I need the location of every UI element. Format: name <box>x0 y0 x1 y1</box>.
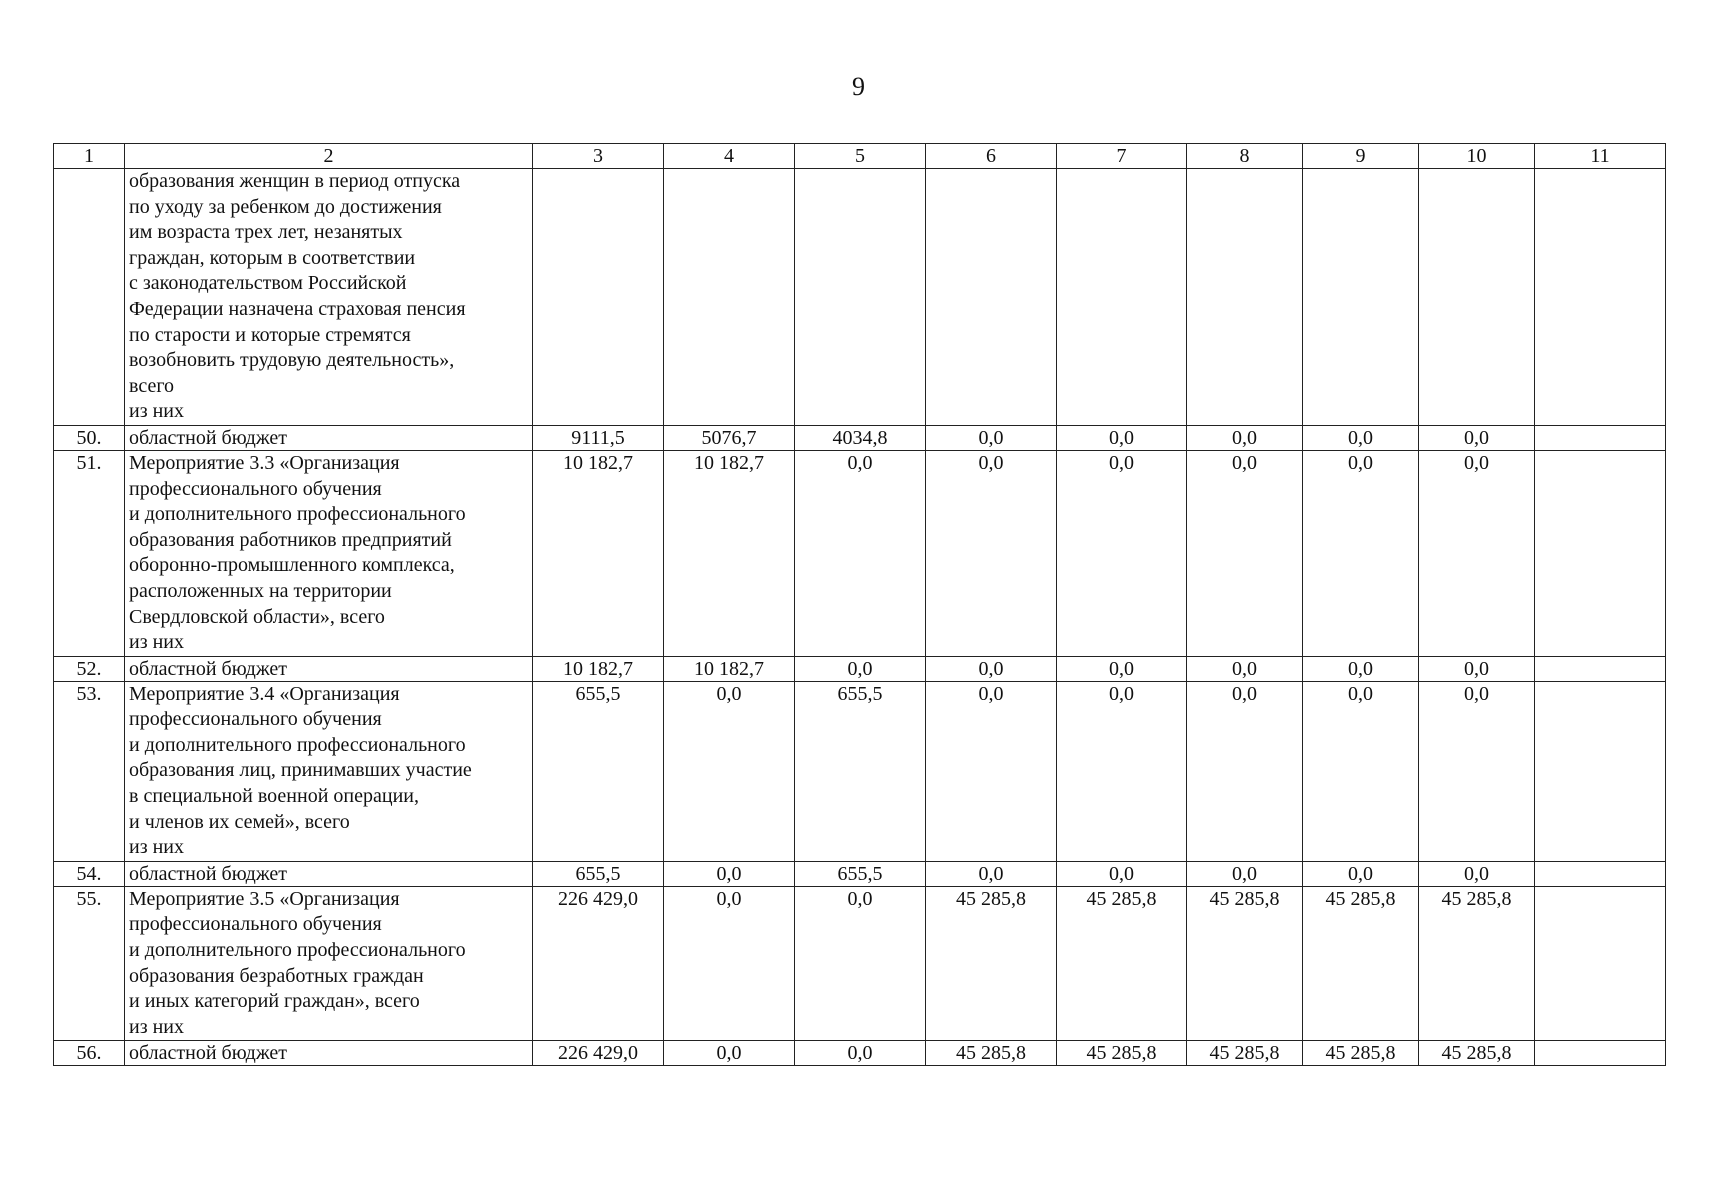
value-cell <box>1535 169 1666 426</box>
row-number: 50. <box>54 425 125 450</box>
column-number-row <box>54 144 1666 169</box>
value-cell: 0,0 <box>1419 656 1535 681</box>
value-cell <box>1535 425 1666 450</box>
value-cell: 655,5 <box>795 861 926 886</box>
value-cell: 45 285,8 <box>1303 1041 1419 1066</box>
value-cell: 0,0 <box>1057 681 1187 861</box>
value-cell <box>1535 450 1666 656</box>
value-cell: 45 285,8 <box>1187 1041 1303 1066</box>
column-header: 8 <box>1187 144 1303 169</box>
row-description: областной бюджет <box>125 861 533 886</box>
value-cell: 0,0 <box>1419 450 1535 656</box>
value-cell <box>664 169 795 426</box>
value-cell: 45 285,8 <box>1057 1041 1187 1066</box>
value-cell: 0,0 <box>664 681 795 861</box>
column-header: 1 <box>54 144 125 169</box>
value-cell: 0,0 <box>1419 861 1535 886</box>
column-header: 10 <box>1419 144 1535 169</box>
value-cell: 10 182,7 <box>664 656 795 681</box>
value-cell: 10 182,7 <box>533 450 664 656</box>
value-cell: 0,0 <box>926 425 1057 450</box>
row-description: Мероприятие 3.3 «Организация профессионального обучения и дополнительного профессионального образования работников предприятий оборонно-промышленного комплекса, расположенных на территории Свердловской области», всего из них <box>125 450 533 656</box>
value-cell: 0,0 <box>1303 681 1419 861</box>
row-number: 55. <box>54 886 125 1041</box>
table-row <box>54 861 1666 886</box>
value-cell: 10 182,7 <box>664 450 795 656</box>
row-number: 54. <box>54 861 125 886</box>
value-cell <box>1535 861 1666 886</box>
row-description: областной бюджет <box>125 1041 533 1066</box>
value-cell: 655,5 <box>533 681 664 861</box>
value-cell: 0,0 <box>1057 861 1187 886</box>
value-cell: 45 285,8 <box>926 1041 1057 1066</box>
value-cell <box>1419 169 1535 426</box>
value-cell: 0,0 <box>795 1041 926 1066</box>
table-row <box>54 656 1666 681</box>
value-cell: 0,0 <box>926 861 1057 886</box>
row-description: областной бюджет <box>125 656 533 681</box>
value-cell: 45 285,8 <box>1057 886 1187 1041</box>
column-header: 2 <box>125 144 533 169</box>
value-cell: 655,5 <box>533 861 664 886</box>
value-cell: 0,0 <box>664 886 795 1041</box>
value-cell <box>1535 886 1666 1041</box>
value-cell: 0,0 <box>1303 425 1419 450</box>
value-cell: 0,0 <box>1057 450 1187 656</box>
value-cell <box>1057 169 1187 426</box>
row-number: 52. <box>54 656 125 681</box>
column-header: 9 <box>1303 144 1419 169</box>
value-cell <box>1187 169 1303 426</box>
value-cell: 0,0 <box>926 656 1057 681</box>
row-description: областной бюджет <box>125 425 533 450</box>
value-cell: 0,0 <box>1187 450 1303 656</box>
page-number: 9 <box>852 72 865 101</box>
value-cell: 0,0 <box>1187 681 1303 861</box>
value-cell <box>1303 169 1419 426</box>
value-cell: 0,0 <box>664 861 795 886</box>
value-cell: 0,0 <box>1187 861 1303 886</box>
value-cell <box>533 169 664 426</box>
value-cell: 0,0 <box>664 1041 795 1066</box>
column-header: 11 <box>1535 144 1666 169</box>
row-number <box>54 169 125 426</box>
row-description: образования женщин в период отпуска по уходу за ребенком до достижения им возраста трех лет, незанятых граждан, которым в соответствии с законодательством Российской Федерации назначена страховая пенсия по старости и которые стремятся возобновить трудовую деятельность», всего из них <box>125 169 533 426</box>
value-cell: 0,0 <box>1057 656 1187 681</box>
row-number: 53. <box>54 681 125 861</box>
value-cell: 655,5 <box>795 681 926 861</box>
value-cell: 226 429,0 <box>533 1041 664 1066</box>
table-row <box>54 425 1666 450</box>
row-number: 56. <box>54 1041 125 1066</box>
value-cell: 226 429,0 <box>533 886 664 1041</box>
value-cell <box>1535 1041 1666 1066</box>
value-cell <box>926 169 1057 426</box>
value-cell: 9111,5 <box>533 425 664 450</box>
value-cell: 0,0 <box>926 450 1057 656</box>
value-cell: 0,0 <box>795 656 926 681</box>
column-header: 6 <box>926 144 1057 169</box>
table-row <box>54 169 1666 426</box>
value-cell <box>1535 681 1666 861</box>
row-description: Мероприятие 3.5 «Организация профессионального обучения и дополнительного профессионального образования безработных граждан и иных категорий граждан», всего из них <box>125 886 533 1041</box>
value-cell: 0,0 <box>1057 425 1187 450</box>
value-cell: 45 285,8 <box>926 886 1057 1041</box>
budget-table <box>53 143 1666 1066</box>
value-cell: 0,0 <box>1303 861 1419 886</box>
value-cell: 0,0 <box>1419 425 1535 450</box>
value-cell <box>1535 656 1666 681</box>
value-cell: 0,0 <box>795 450 926 656</box>
column-header: 5 <box>795 144 926 169</box>
column-header: 7 <box>1057 144 1187 169</box>
row-number: 51. <box>54 450 125 656</box>
value-cell: 0,0 <box>1187 425 1303 450</box>
column-header: 3 <box>533 144 664 169</box>
table-row <box>54 886 1666 1041</box>
value-cell: 0,0 <box>1303 450 1419 656</box>
table-row <box>54 1041 1666 1066</box>
table-row <box>54 450 1666 656</box>
value-cell: 0,0 <box>1419 681 1535 861</box>
value-cell: 0,0 <box>1303 656 1419 681</box>
table-body <box>54 169 1666 1066</box>
column-header: 4 <box>664 144 795 169</box>
value-cell: 45 285,8 <box>1419 1041 1535 1066</box>
value-cell: 45 285,8 <box>1419 886 1535 1041</box>
table-row <box>54 681 1666 861</box>
value-cell: 4034,8 <box>795 425 926 450</box>
value-cell: 10 182,7 <box>533 656 664 681</box>
value-cell: 0,0 <box>795 886 926 1041</box>
value-cell: 45 285,8 <box>1187 886 1303 1041</box>
value-cell: 5076,7 <box>664 425 795 450</box>
value-cell: 0,0 <box>1187 656 1303 681</box>
row-description: Мероприятие 3.4 «Организация профессионального обучения и дополнительного профессионального образования лиц, принимавших участие в специальной военной операции, и членов их семей», всего из них <box>125 681 533 861</box>
value-cell <box>795 169 926 426</box>
value-cell: 0,0 <box>926 681 1057 861</box>
value-cell: 45 285,8 <box>1303 886 1419 1041</box>
